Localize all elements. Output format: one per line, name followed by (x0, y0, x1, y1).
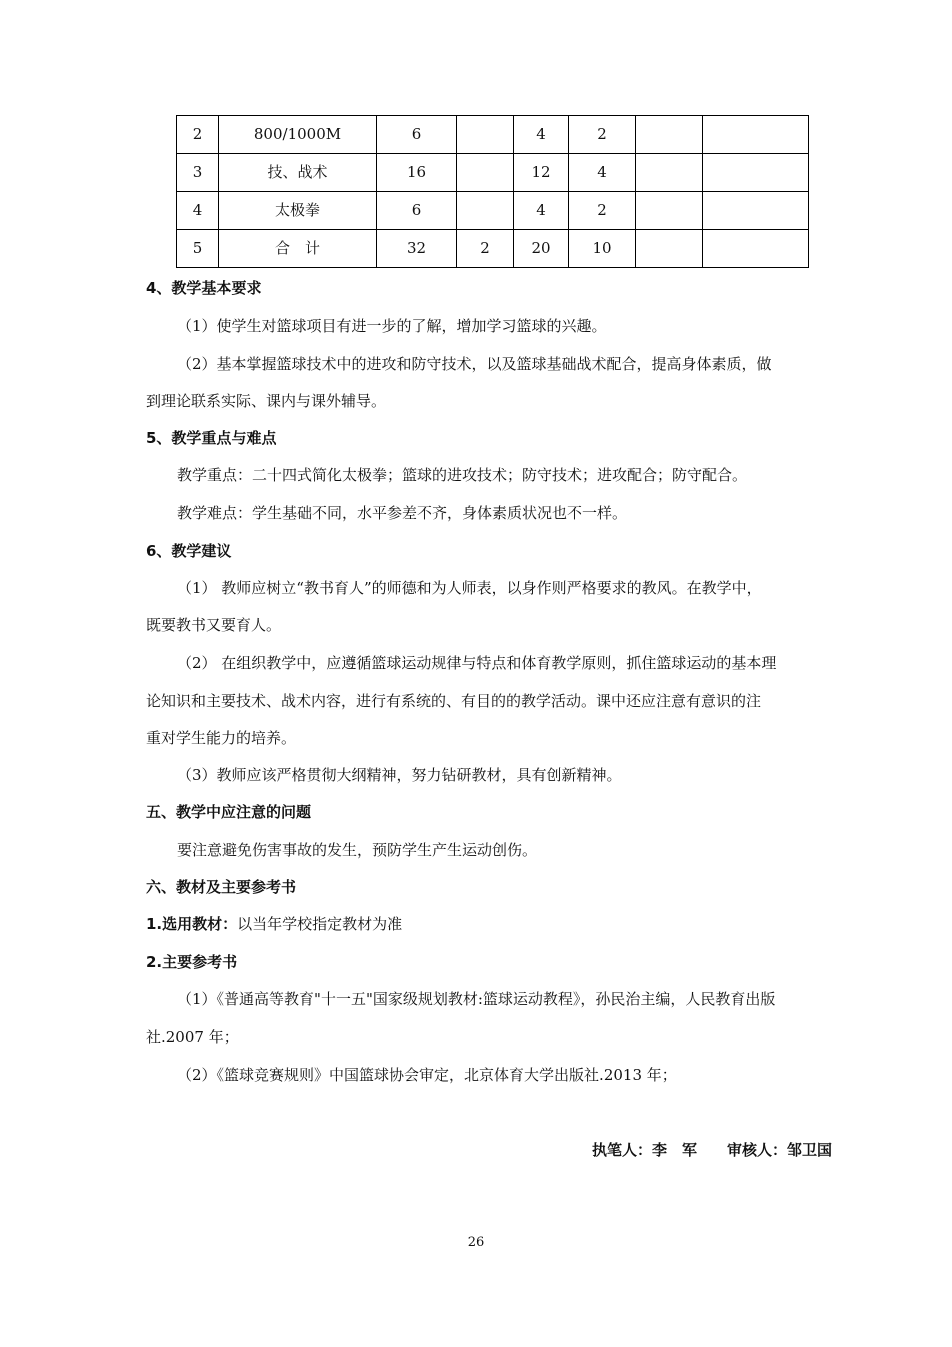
schedule-table-body (177, 116, 809, 268)
table-row (177, 116, 809, 154)
author-signature: 执笔人：李 军 (591, 1141, 697, 1159)
table-cell: 2 (457, 230, 514, 268)
reference-1: （1）《普通高等教育"十一五"国家级规划教材:篮球运动教程》，孙民治主编，人民教育出版 (177, 990, 776, 1008)
section-4-paragraph: （2）基本掌握篮球技术中的进攻和防守技术，以及篮球基础战术配合，提高身体素质，做 (177, 355, 772, 373)
table-cell (636, 116, 703, 154)
section-five-heading: 五、教学中应注意的问题 (146, 803, 312, 821)
table-cell (457, 154, 514, 192)
section-five-paragraph: 要注意避免伤害事故的发生，预防学生产生运动创伤。 (177, 841, 538, 859)
textbook-label: 1.选用教材： (146, 915, 238, 933)
table-cell (703, 116, 809, 154)
table-cell: 太极拳 (219, 192, 377, 230)
table-cell: 2 (177, 116, 219, 154)
section-4-heading: 4、教学基本要求 (146, 279, 262, 297)
table-cell: 3 (177, 154, 219, 192)
section-6-paragraph: （2） 在组织教学中，应遵循篮球运动规律与特点和体育教学原则，抓住篮球运动的基本理 (177, 654, 777, 672)
section-6-paragraph: 重对学生能力的培养。 (146, 729, 297, 747)
table-row (177, 230, 809, 268)
table-cell: 12 (514, 154, 569, 192)
signature-line (592, 1140, 832, 1160)
table-cell: 2 (569, 116, 636, 154)
section-six-heading: 六、教材及主要参考书 (146, 878, 297, 896)
table-cell (703, 230, 809, 268)
table-cell: 800/1000M (219, 116, 377, 154)
table-cell (457, 116, 514, 154)
table-cell (457, 192, 514, 230)
section-5-paragraph: 教学重点：二十四式简化太极拳；篮球的进攻技术；防守技术；进攻配合；防守配合。 (177, 466, 748, 484)
table-cell: 2 (569, 192, 636, 230)
table-cell: 技、战术 (219, 154, 377, 192)
table-cell: 4 (569, 154, 636, 192)
table-cell: 6 (377, 192, 457, 230)
table-cell (636, 154, 703, 192)
table-cell: 4 (177, 192, 219, 230)
table-cell: 4 (514, 116, 569, 154)
section-5-paragraph: 教学难点：学生基础不同，水平参差不齐，身体素质状况也不一样。 (177, 504, 628, 522)
section-5-heading: 5、教学重点与难点 (146, 429, 277, 447)
references-heading: 2.主要参考书 (146, 953, 238, 971)
textbook-text: 以当年学校指定教材为准 (237, 915, 403, 933)
table-row (177, 192, 809, 230)
textbook-line (146, 914, 836, 934)
reviewer-signature: 审核人：邹卫国 (726, 1141, 832, 1159)
section-6-paragraph: 既要教书又要育人。 (146, 616, 282, 634)
section-6-paragraph: （3）教师应该严格贯彻大纲精神，努力钻研教材，具有创新精神。 (177, 766, 622, 784)
table-cell: 6 (377, 116, 457, 154)
section-6-heading: 6、教学建议 (146, 542, 232, 560)
section-6-paragraph: 论知识和主要技术、战术内容，进行有系统的、有目的的教学活动。课中还应注意有意识的注 (146, 692, 762, 710)
section-6-paragraph: （1） 教师应树立“教书育人”的师德和为人师表，以身作则严格要求的教风。在教学中， (177, 579, 762, 597)
table-cell (636, 192, 703, 230)
reference-2: （2）《篮球竞赛规则》中国篮球协会审定，北京体育大学出版社.2013 年； (177, 1066, 677, 1084)
table-cell: 10 (569, 230, 636, 268)
table-cell (636, 230, 703, 268)
schedule-table (176, 115, 809, 268)
table-cell: 4 (514, 192, 569, 230)
table-row (177, 154, 809, 192)
table-cell: 16 (377, 154, 457, 192)
table-cell (703, 154, 809, 192)
table-cell: 5 (177, 230, 219, 268)
section-4-paragraph: 到理论联系实际、课内与课外辅导。 (146, 392, 387, 410)
table-cell: 32 (377, 230, 457, 268)
table-cell (703, 192, 809, 230)
reference-1-continued: 社.2007 年； (146, 1028, 239, 1046)
table-cell: 20 (514, 230, 569, 268)
section-4-paragraph: （1）使学生对篮球项目有进一步的了解，增加学习篮球的兴趣。 (177, 317, 607, 335)
page-number: 26 (467, 1235, 485, 1250)
table-cell: 合 计 (219, 230, 377, 268)
